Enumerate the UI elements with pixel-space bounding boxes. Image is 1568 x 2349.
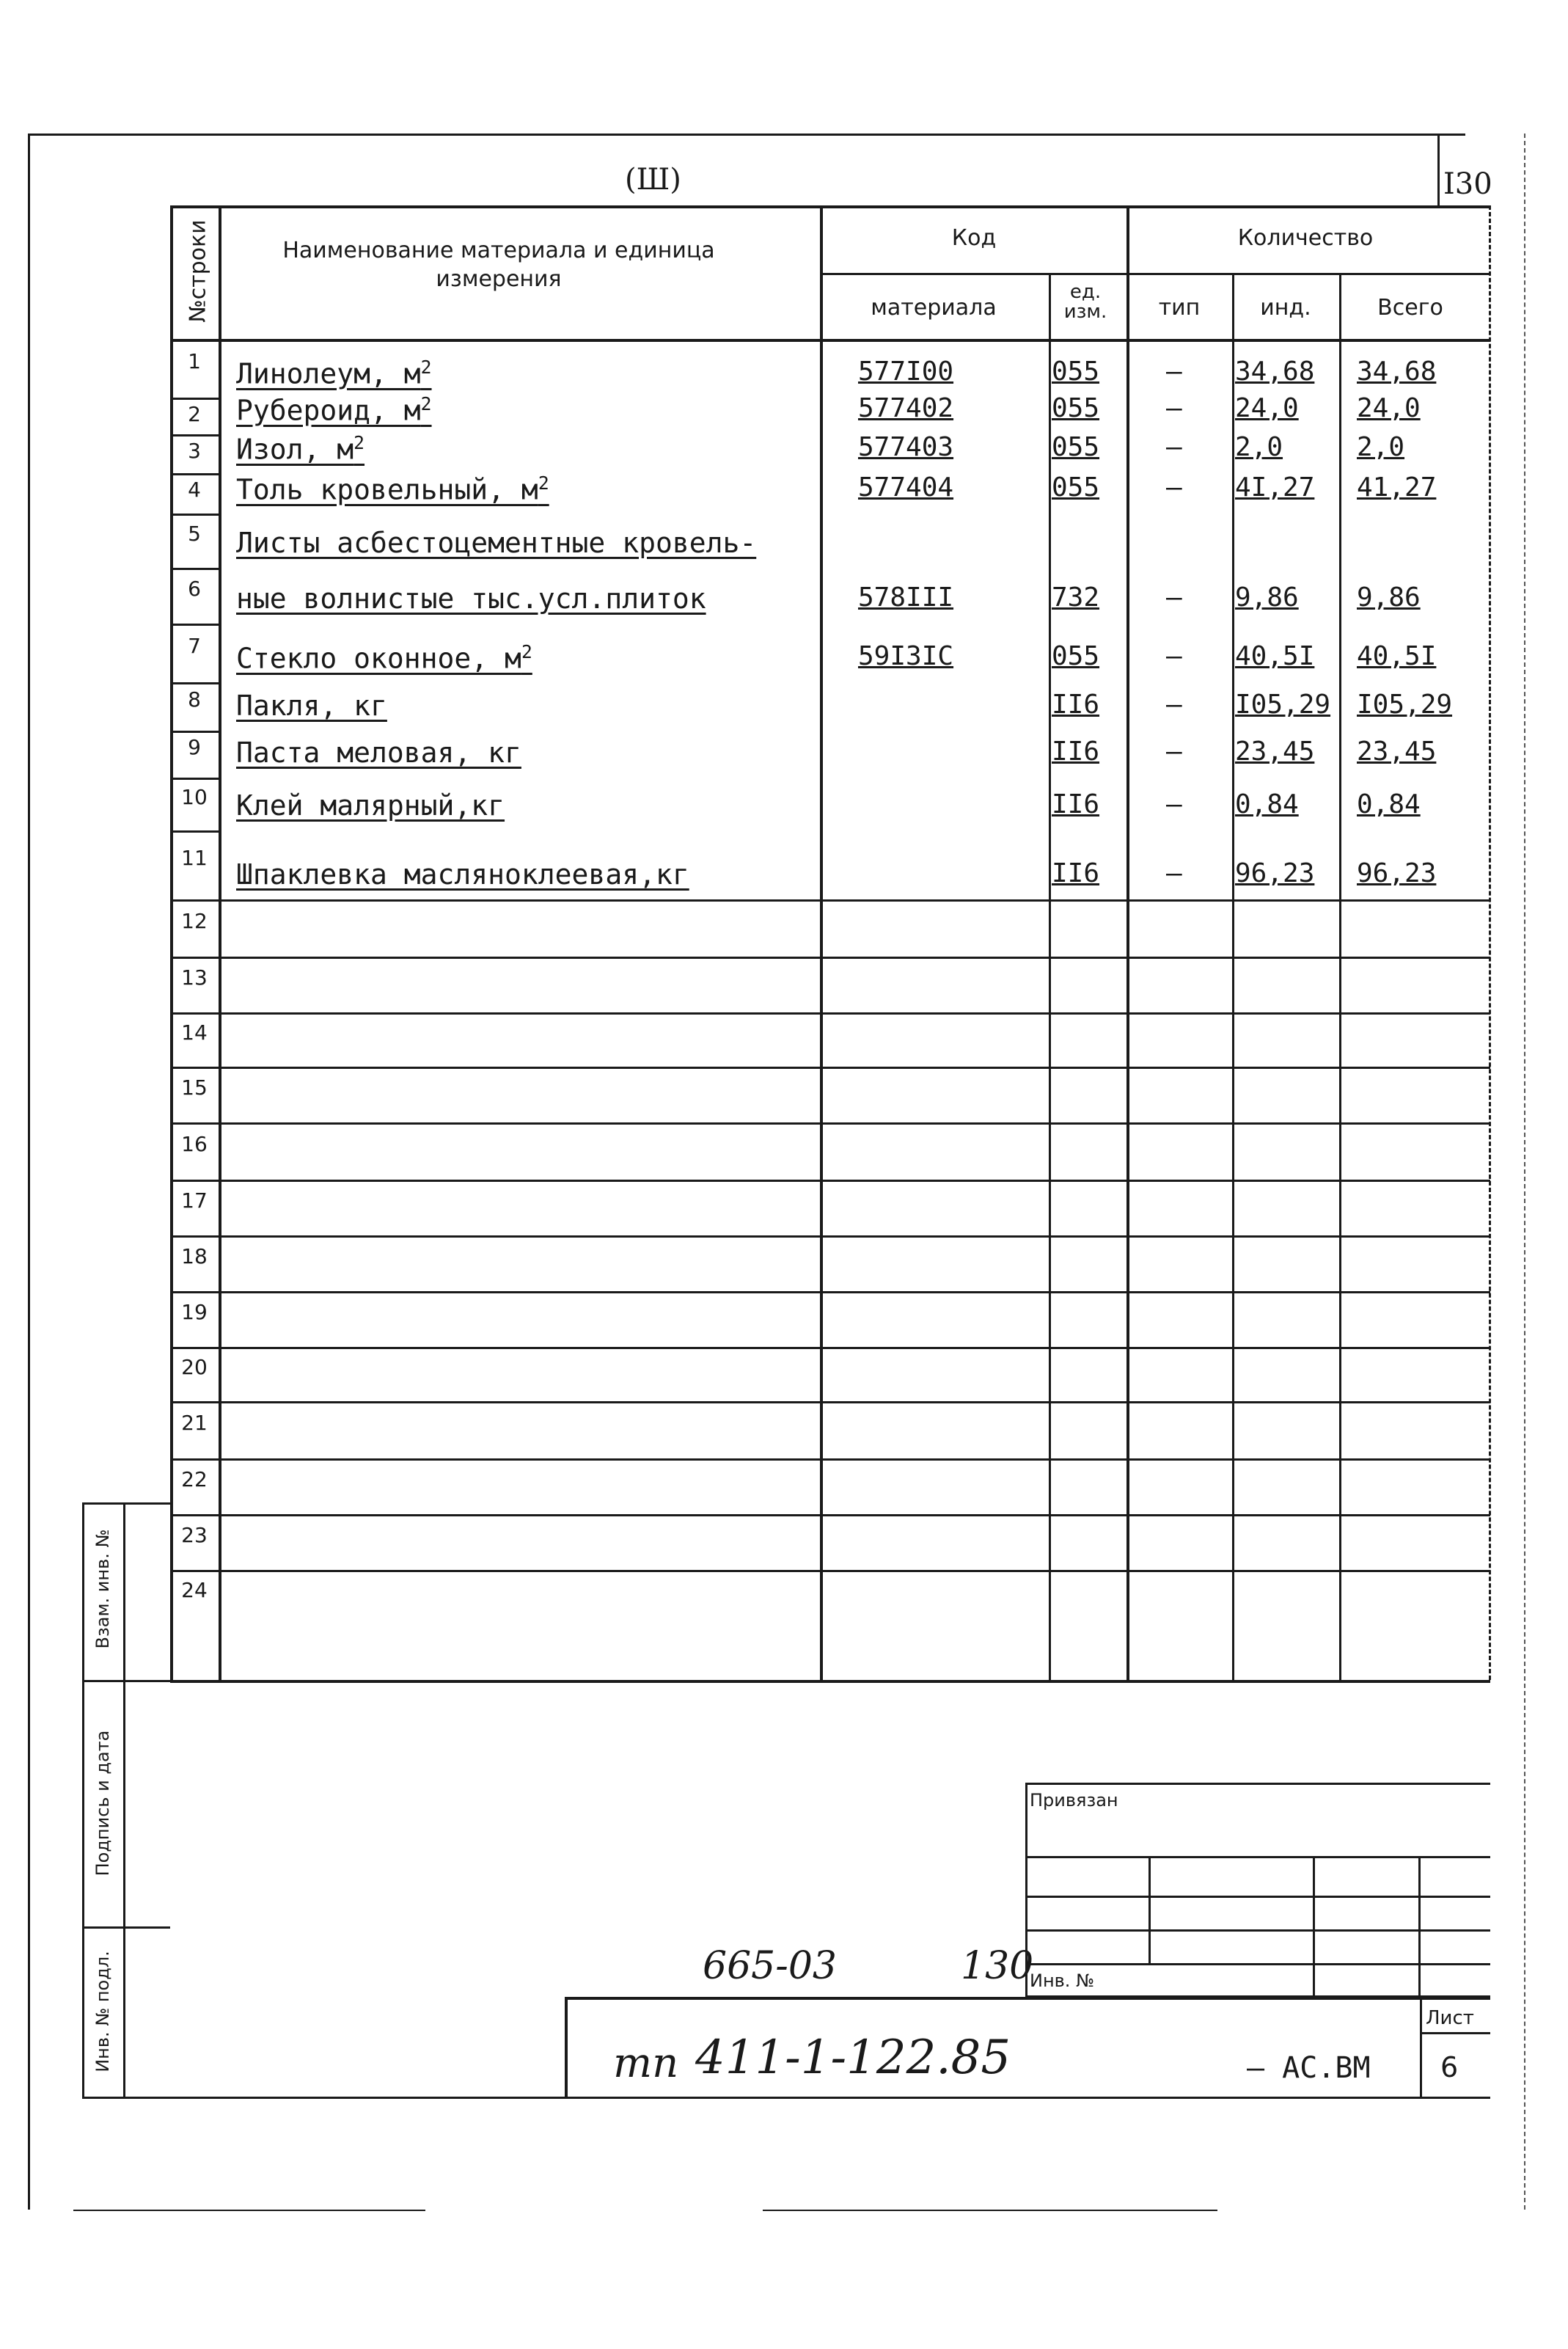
strip-mid [123,1502,125,2098]
qty-ind: 23,45 [1235,737,1315,767]
material-name [236,641,532,675]
row-separator [170,1122,1490,1125]
row-separator [170,624,219,626]
row-number: 4 [188,478,201,502]
unit-exponent: 2 [420,393,432,414]
row-number: 10 [181,785,208,809]
header-bottom-line [170,339,1490,342]
qty-total: 0,84 [1357,789,1421,819]
page-corner-number: I30 [1443,167,1492,201]
doc-number: 411-1-122.85 [695,2031,1011,2085]
header-code-material: материала [871,295,997,321]
strip-left [82,1502,84,2098]
doc-box-left [565,1997,568,2098]
row-number: 21 [181,1411,208,1435]
frame-left [28,134,30,2210]
strip-top [82,1502,170,1505]
qty-total: 41,27 [1357,472,1437,503]
material-name [236,472,549,506]
row-separator [170,1458,1490,1461]
qty-ind: 34,68 [1235,357,1315,387]
material-name-text: Изол, м [236,433,354,466]
row-separator [170,473,219,475]
material-name-text: Рубероид, м [236,394,421,427]
material-name [236,789,505,822]
row-separator [170,1180,1490,1182]
list-value: 6 [1440,2051,1459,2083]
material-name-text: Паста меловая, кг [236,737,521,769]
privyazan-col-3 [1418,1856,1421,1995]
strip-sep-1 [82,1680,170,1682]
qty-total: 24,0 [1357,393,1421,423]
material-name-text: Клей малярный,кг [236,789,505,822]
row-number: 15 [181,1075,208,1100]
row-separator [170,1012,1490,1015]
row-separator [170,1570,1490,1572]
row-separator [170,778,219,780]
frame-right-dashed [1524,134,1525,2210]
strip-bottom [82,2097,1490,2099]
scan-line-left [73,2210,425,2211]
material-name [236,582,706,615]
row-number: 19 [181,1300,208,1324]
strip-sep-2 [82,1926,170,1929]
row-number: 12 [181,909,208,933]
material-name-text: Линолеум, м [236,357,421,390]
qty-ind: 40,5I [1235,641,1315,671]
row-number: 20 [181,1355,208,1379]
header-qty-type: тип [1158,295,1201,321]
unit-code: II6 [1052,737,1100,767]
qty-type: – [1166,737,1182,767]
material-name [236,393,432,427]
row-number: 11 [181,846,208,870]
qty-ind: 96,23 [1235,858,1315,888]
header-rownum: №строки [185,219,211,323]
inv-no-label: Инв. № [1030,1970,1095,1991]
qty-type: – [1166,789,1182,819]
qty-type: – [1166,690,1182,720]
unit-code: 055 [1052,432,1100,462]
handwritten-code: 665-03 [703,1944,837,1988]
row-number: 18 [181,1244,208,1268]
unit-code: 732 [1052,582,1100,613]
row-number: 24 [181,1578,208,1602]
privyazan-label: Привязан [1030,1790,1118,1811]
doc-prefix: тп [613,2039,679,2087]
privyazan-col-2 [1313,1856,1315,1995]
header-name: Наименование материала и единица измерения [282,238,715,292]
unit-code: 055 [1052,472,1100,503]
material-name-text: Стекло оконное, м [236,642,521,675]
qty-ind: 0,84 [1235,789,1299,819]
row-separator [170,434,219,436]
corner-box-left [1437,134,1440,207]
row-number: 1 [188,349,201,373]
row-separator [170,957,1490,959]
row-number: 7 [188,634,201,658]
material-name [236,357,432,390]
row-separator [170,731,219,733]
col-line-type [1232,273,1234,1680]
list-box-mid [1420,2032,1490,2034]
row-separator [170,682,219,684]
unit-exponent: 2 [353,432,365,453]
row-separator [170,568,219,570]
material-code: 577403 [858,432,954,462]
qty-total: 2,0 [1357,432,1405,462]
qty-type: – [1166,472,1182,503]
row-separator [170,514,219,516]
row-number: 22 [181,1467,208,1491]
qty-type: – [1166,357,1182,387]
list-box-left [1420,1997,1422,2098]
material-name [236,432,364,466]
qty-ind: 4I,27 [1235,472,1315,503]
privyazan-top [1025,1783,1490,1785]
material-code: 577404 [858,472,954,503]
qty-total: 34,68 [1357,357,1437,387]
header-qty: Количество [1237,225,1374,251]
unit-code: 055 [1052,357,1100,387]
col-line-ind [1339,273,1341,1680]
material-name [236,858,689,891]
material-name-text: ные волнистые тыс.усл.плиток [236,582,706,615]
row-separator [170,398,219,400]
qty-type: – [1166,582,1182,613]
table-top-line [170,205,1490,208]
qty-ind: 2,0 [1235,432,1283,462]
row-separator [170,1401,1490,1403]
qty-type: – [1166,858,1182,888]
handwritten-num: 130 [961,1944,1034,1988]
unit-exponent: 2 [420,357,432,378]
row-separator [170,1291,1490,1293]
qty-total: 9,86 [1357,582,1421,613]
row-separator [170,1514,1490,1516]
header-qty-total: Всего [1377,295,1443,321]
row-number: 23 [181,1523,208,1547]
unit-exponent: 2 [538,472,549,494]
row-number: 14 [181,1020,208,1045]
table-bottom-line [170,1680,1490,1683]
col-line-code [1049,273,1051,1680]
doc-suffix: – АС.ВМ [1247,2051,1371,2085]
row-number: 17 [181,1188,208,1213]
unit-code: II6 [1052,690,1100,720]
unit-code: 055 [1052,393,1100,423]
unit-code: 055 [1052,641,1100,671]
row-separator [170,830,219,833]
unit-code: II6 [1052,789,1100,819]
row-number: 8 [188,687,201,712]
label-podpis-data: Подпись и дата [92,1730,113,1877]
frame-top [28,134,1465,136]
label-inv-podl: Инв. № подл. [92,1951,113,2072]
material-name-text: Пакля, кг [236,690,387,722]
privyazan-col-1 [1148,1856,1151,1963]
material-name [236,690,387,722]
material-name [236,527,756,559]
material-code: 577402 [858,393,954,423]
qty-type: – [1166,432,1182,462]
list-label: Лист [1426,2007,1474,2029]
material-name-text: Шпаклевка маслянoклеевая,кг [236,858,689,891]
material-name-text: Листы асбестоцементные кровель- [236,527,757,559]
header-code: Код [951,225,997,251]
material-name [236,737,521,769]
material-name-text: Толь кровельный, м [236,473,538,506]
row-number: 16 [181,1132,208,1156]
unit-exponent: 2 [521,641,532,662]
material-code: 577I00 [858,357,954,387]
unit-code: II6 [1052,858,1100,888]
row-number: 13 [181,965,208,990]
qty-type: – [1166,641,1182,671]
qty-type: – [1166,393,1182,423]
header-qty-ind: инд. [1260,295,1311,321]
header-mid-line [820,273,1490,275]
qty-ind: I05,29 [1235,690,1331,720]
scan-line-right [763,2210,1217,2211]
qty-total: I05,29 [1357,690,1453,720]
qty-ind: 9,86 [1235,582,1299,613]
row-number: 5 [188,522,201,546]
row-separator [170,1067,1490,1069]
row-number: 3 [188,439,201,463]
material-code: 578III [858,582,954,613]
label-vzam-inv: Взам. инв. № [92,1529,113,1649]
row-separator [170,1235,1490,1238]
page-marker: (Ш) [625,163,681,197]
header-code-unit: ед. изм. [1063,281,1107,324]
qty-ind: 24,0 [1235,393,1299,423]
qty-total: 40,5I [1357,641,1437,671]
row-separator [170,899,1490,902]
qty-total: 23,45 [1357,737,1437,767]
material-code: 59I3IC [858,641,954,671]
row-number: 6 [188,577,201,601]
row-separator [170,1347,1490,1349]
qty-total: 96,23 [1357,858,1437,888]
row-number: 2 [188,402,201,426]
doc-box-top [565,1997,1490,2000]
row-number: 9 [188,735,201,759]
